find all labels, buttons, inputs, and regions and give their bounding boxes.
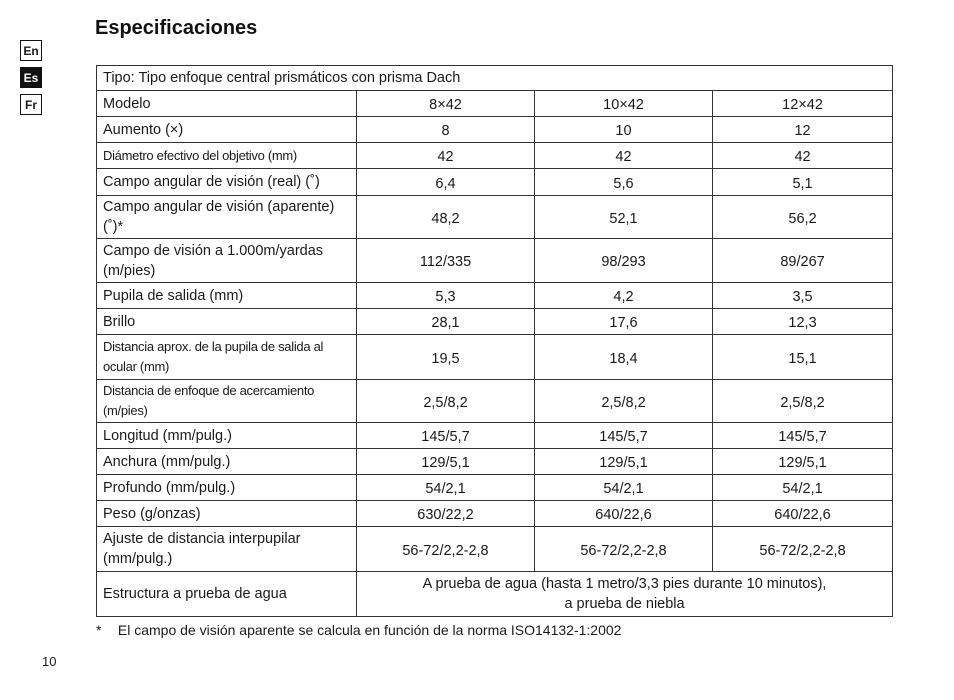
cell-value: 6,4 xyxy=(357,169,535,196)
cell-value: 12,3 xyxy=(713,309,893,335)
cell-value: 2,5/8,2 xyxy=(713,380,893,423)
cell-value: 3,5 xyxy=(713,283,893,309)
cell-value: 56,2 xyxy=(713,196,893,239)
cell-value: 640/22,6 xyxy=(713,501,893,527)
cell-value: 42 xyxy=(357,143,535,169)
cell-value: 145/5,7 xyxy=(357,423,535,449)
table-row xyxy=(97,501,893,527)
footnote xyxy=(96,622,621,638)
row-label: Longitud (mm/pulg.) xyxy=(97,423,357,449)
cell-value: 15,1 xyxy=(713,335,893,380)
cell-value: 129/5,1 xyxy=(535,449,713,475)
table-row xyxy=(97,117,893,143)
cell-value: 48,2 xyxy=(357,196,535,239)
table-row xyxy=(97,169,893,196)
table-row-type xyxy=(97,66,893,91)
model-8x42: 8×42 xyxy=(357,91,535,117)
cell-value: 630/22,2 xyxy=(357,501,535,527)
row-label: Campo angular de visión (real) (˚) xyxy=(97,169,357,196)
cell-value: 56-72/2,2-2,8 xyxy=(357,527,535,572)
table-row-model xyxy=(97,91,893,117)
row-label: Diámetro efectivo del objetivo (mm) xyxy=(97,143,357,169)
cell-value: 5,1 xyxy=(713,169,893,196)
cell-value: 54/2,1 xyxy=(535,475,713,501)
table-row xyxy=(97,239,893,283)
cell-value: 5,6 xyxy=(535,169,713,196)
cell-value: 10 xyxy=(535,117,713,143)
cell-value: 18,4 xyxy=(535,335,713,380)
footnote-text: El campo de visión aparente se calcula en función de la norma ISO14132-1:2002 xyxy=(117,622,622,638)
cell-value: 2,5/8,2 xyxy=(357,380,535,423)
cell-value: 8 xyxy=(357,117,535,143)
cell-value: 12 xyxy=(713,117,893,143)
cell-value: 640/22,6 xyxy=(535,501,713,527)
row-label: Estructura a prueba de agua xyxy=(97,572,357,617)
cell-value: 112/335 xyxy=(357,239,535,283)
row-label: Distancia aprox. de la pupila de salida al ocular (mm) xyxy=(97,335,357,380)
row-label: Ajuste de distancia interpupilar (mm/pulg.) xyxy=(97,527,357,572)
table-row xyxy=(97,335,893,380)
cell-value: 145/5,7 xyxy=(713,423,893,449)
type-cell: Tipo: Tipo enfoque central prismáticos con prisma Dach xyxy=(97,66,893,91)
language-tab-fr[interactable]: Fr xyxy=(20,94,42,115)
row-label: Anchura (mm/pulg.) xyxy=(97,449,357,475)
waterproof-line-1: A prueba de agua (hasta 1 metro/3,3 pies durante 10 minutos), xyxy=(422,576,827,592)
table-row xyxy=(97,196,893,239)
cell-value: 56-72/2,2-2,8 xyxy=(713,527,893,572)
cell-value: 54/2,1 xyxy=(713,475,893,501)
cell-value: 4,2 xyxy=(535,283,713,309)
cell-value: 42 xyxy=(713,143,893,169)
cell-value: 17,6 xyxy=(535,309,713,335)
row-label: Campo angular de visión (aparente) (˚)* xyxy=(97,196,357,239)
table-row-waterproof xyxy=(97,572,893,617)
cell-value: 19,5 xyxy=(357,335,535,380)
table-row xyxy=(97,283,893,309)
row-label: Pupila de salida (mm) xyxy=(97,283,357,309)
cell-value: 56-72/2,2-2,8 xyxy=(535,527,713,572)
table-row xyxy=(97,309,893,335)
model-10x42: 10×42 xyxy=(535,91,713,117)
cell-value: 2,5/8,2 xyxy=(535,380,713,423)
cell-value: 129/5,1 xyxy=(357,449,535,475)
table-row xyxy=(97,475,893,501)
table-row xyxy=(97,423,893,449)
model-12x42: 12×42 xyxy=(713,91,893,117)
language-tab-es[interactable]: Es xyxy=(20,67,42,88)
specifications-table xyxy=(96,65,893,617)
page-number: 10 xyxy=(42,654,57,669)
row-label: Aumento (×) xyxy=(97,117,357,143)
row-label: Modelo xyxy=(97,91,357,117)
row-label: Peso (g/onzas) xyxy=(97,501,357,527)
cell-value: 5,3 xyxy=(357,283,535,309)
cell-value: 54/2,1 xyxy=(357,475,535,501)
page-title: Especificaciones xyxy=(95,17,258,39)
cell-value: 129/5,1 xyxy=(713,449,893,475)
row-label: Distancia de enfoque de acercamiento (m/pies) xyxy=(97,380,357,423)
cell-value: 98/293 xyxy=(535,239,713,283)
cell-value: 145/5,7 xyxy=(535,423,713,449)
cell-value: 28,1 xyxy=(357,309,535,335)
row-label: Brillo xyxy=(97,309,357,335)
cell-value: 52,1 xyxy=(535,196,713,239)
row-label: Profundo (mm/pulg.) xyxy=(97,475,357,501)
cell-value: 42 xyxy=(535,143,713,169)
cell-value: 89/267 xyxy=(713,239,893,283)
table-row xyxy=(97,143,893,169)
table-row xyxy=(97,527,893,572)
footnote-marker: * xyxy=(96,622,102,638)
table-row xyxy=(97,449,893,475)
language-tab-en[interactable]: En xyxy=(20,40,42,61)
waterproof-value xyxy=(357,572,893,617)
row-label: Campo de visión a 1.000m/yardas (m/pies) xyxy=(97,239,357,283)
waterproof-line-2: a prueba de niebla xyxy=(564,596,685,612)
table-row xyxy=(97,380,893,423)
